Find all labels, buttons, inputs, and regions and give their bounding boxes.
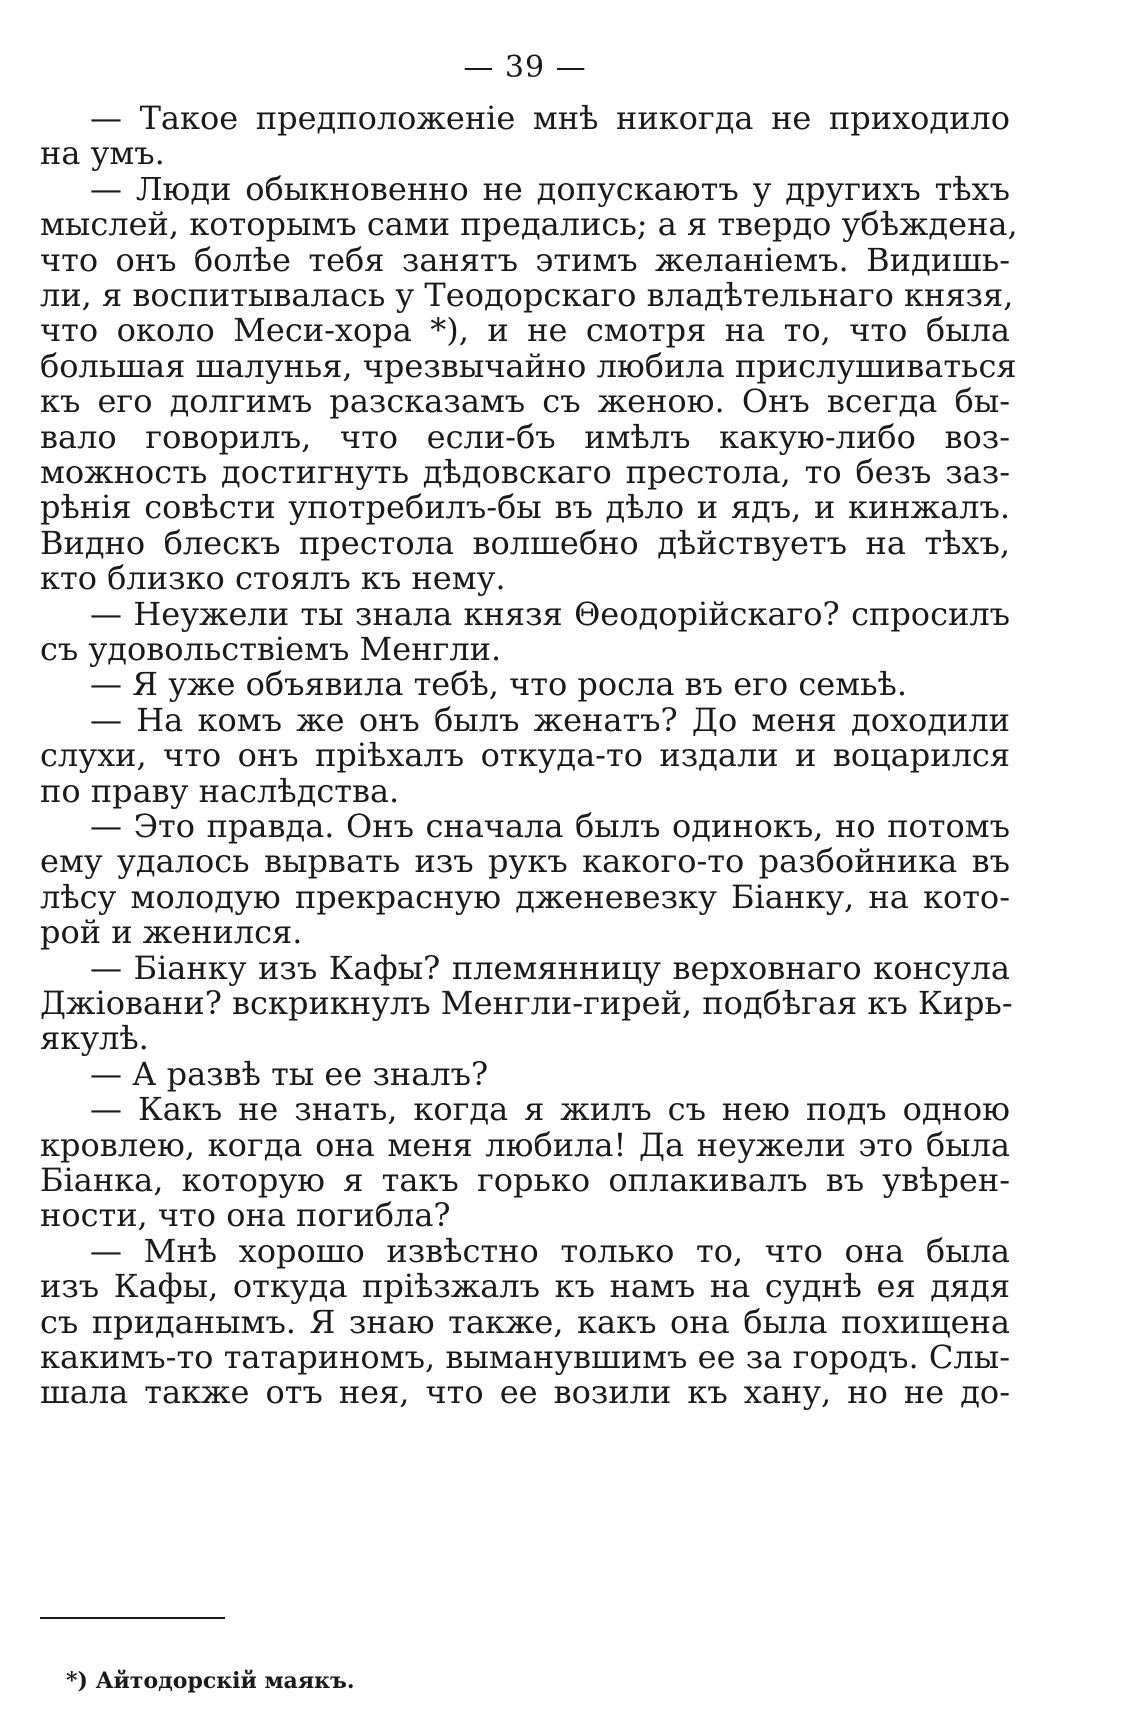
text-line: — Это правда. Онъ сначала былъ одинокъ, но потомъ bbox=[90, 807, 1010, 845]
text-line: — Біанку изъ Кафы? племянницу верховнаго консула bbox=[90, 948, 1010, 987]
text-line: съ приданымъ. Я знаю также, какъ она была похищена bbox=[40, 1302, 1010, 1341]
footnote-divider bbox=[40, 1617, 225, 1619]
text-line: къ его долгимъ разсказамъ съ женою. Онъ всегда бы- bbox=[40, 382, 1010, 421]
text-line: что около Меси-хора *), и не смотря на то, что была bbox=[40, 311, 1010, 350]
text-line: шала также отъ нея, что ее возили къ хану, но не до- bbox=[40, 1373, 1010, 1412]
text-line: по праву наслѣдства. bbox=[40, 771, 400, 810]
text-line: кто близко стоялъ къ нему. bbox=[40, 559, 506, 598]
text-line: мыслей, которымъ сами предались; а я твердо убѣждена, bbox=[40, 205, 1018, 244]
text-line: что онъ болѣе тебя занятъ этимъ желаніемъ. Видишь- bbox=[40, 240, 1010, 279]
text-line: кровлею, когда она меня любила! Да неужели это была bbox=[40, 1125, 1010, 1164]
text-line: Видно блескъ престола волшебно дѣйствуетъ на тѣхъ, bbox=[40, 523, 1010, 562]
text-line: якулѣ. bbox=[40, 1019, 149, 1058]
text-line: лѣсу молодую прекрасную дженевезку Біанку, на кото- bbox=[40, 877, 1010, 916]
text-line: Джіовани? вскрикнулъ Менгли-гирей, подбѣгая къ Кирь- bbox=[40, 984, 1013, 1022]
text-line: — Какъ не знать, когда я жилъ съ нею подъ одною bbox=[90, 1090, 1010, 1129]
text-line: — Мнѣ хорошо извѣстно только то, что она была bbox=[90, 1231, 1010, 1270]
text-line: рой и женился. bbox=[40, 913, 303, 952]
footnote: *) Айтодорскій маякъ. bbox=[66, 1668, 355, 1694]
text-line: ности, что она погибла? bbox=[40, 1196, 451, 1235]
text-line: вало говорилъ, что если-бъ имѣлъ какую-либо воз- bbox=[40, 417, 1010, 456]
text-line: Біанка, которую я такъ горько оплакивалъ въ увѣрен- bbox=[40, 1161, 1010, 1199]
text-line: рѣнія совѣсти употребилъ-бы въ дѣло и ядъ, и кинжалъ. bbox=[40, 488, 1010, 527]
text-line: — На комъ же онъ былъ женатъ? До меня доходили bbox=[90, 700, 1010, 739]
page-number: — 39 — bbox=[463, 50, 587, 85]
text-line: слухи, что онъ пріѣхалъ откуда-то издали и воцарился bbox=[40, 736, 1010, 775]
text-line: ему удалось вырвать изъ рукъ какого-то разбойника въ bbox=[40, 842, 1010, 881]
text-line: — Такое предположеніе мнѣ никогда не приходило bbox=[90, 99, 1010, 137]
text-line: можность достигнуть дѣдовскаго престола, то безъ зaз- bbox=[40, 453, 1010, 491]
text-line: — Люди обыкновенно не допускаютъ у другихъ тѣхъ bbox=[90, 169, 1010, 208]
text-line: ли, я воспитывалась у Теодорскаго владѣтельнаго князя, bbox=[40, 276, 1014, 314]
text-line: на умъ. bbox=[40, 134, 165, 173]
text-line: какимъ-то татариномъ, выманувшимъ ее за городъ. Слы- bbox=[40, 1338, 1010, 1376]
text-line: — А развѣ ты ее зналъ? bbox=[90, 1054, 489, 1093]
text-line: — Неужели ты знала князя Θеодорійскаго? спросилъ bbox=[90, 594, 1010, 633]
text-line: изъ Кафы, откуда пріѣзжалъ къ намъ на суднѣ ея дядя bbox=[40, 1267, 1010, 1306]
text-line: — Я уже объявила тебѣ, что росла въ его семьѣ. bbox=[90, 665, 907, 704]
text-line: съ удовольствіемъ Менгли. bbox=[40, 630, 502, 668]
text-line: большая шалунья, чрезвычайно любила прислушиваться bbox=[40, 346, 1017, 385]
